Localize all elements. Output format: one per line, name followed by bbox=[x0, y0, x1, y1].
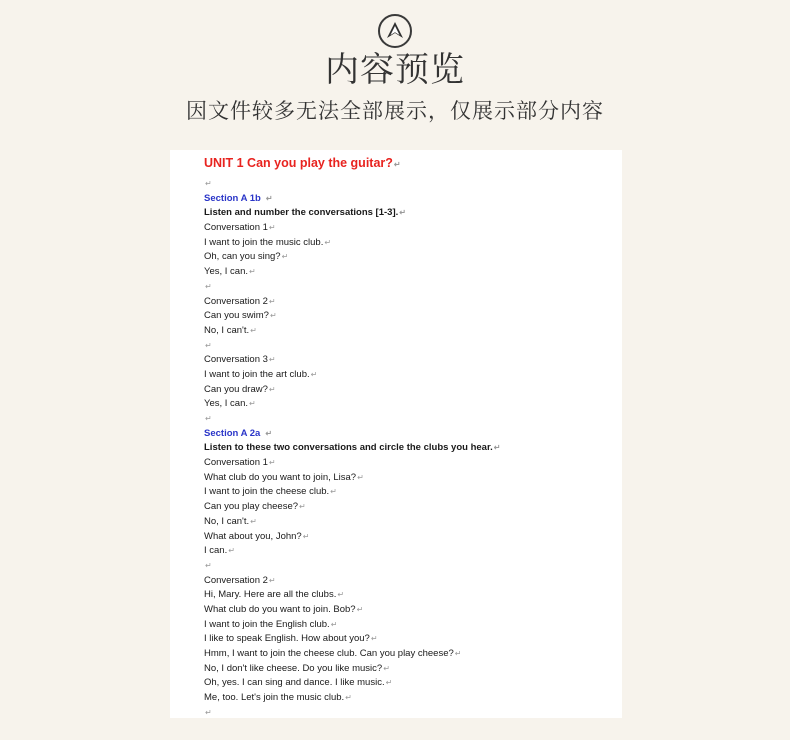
return-mark-icon: ↵ bbox=[268, 355, 276, 365]
line-text: Can you swim? bbox=[204, 310, 269, 322]
line-text: No, I don't like cheese. Do you like music? bbox=[204, 662, 383, 674]
return-mark-icon: ↵ bbox=[299, 502, 306, 512]
text-line bbox=[204, 309, 614, 324]
text-line bbox=[204, 662, 614, 677]
line-text: Oh, yes. I can sing and dance. I like music. bbox=[204, 677, 385, 689]
line-text: What club do you want to join. Bob? bbox=[204, 603, 356, 615]
text-line bbox=[204, 530, 614, 545]
return-mark-icon: ↵ bbox=[399, 208, 406, 218]
line-text: Section A 2a bbox=[204, 427, 261, 439]
return-mark-icon: ↵ bbox=[205, 560, 212, 570]
text-line bbox=[204, 265, 614, 280]
text-line bbox=[204, 397, 614, 412]
return-mark-icon: ↵ bbox=[250, 516, 257, 526]
text-line bbox=[204, 500, 614, 515]
return-mark-icon: ↵ bbox=[249, 399, 256, 409]
text-line bbox=[204, 515, 614, 530]
logo-badge bbox=[378, 14, 412, 48]
text-line bbox=[204, 676, 614, 691]
blank-line bbox=[204, 339, 614, 354]
blank-line bbox=[204, 280, 614, 295]
text-line bbox=[204, 324, 614, 339]
text-line bbox=[204, 456, 614, 471]
return-mark-icon: ↵ bbox=[249, 267, 256, 277]
return-mark-icon: ↵ bbox=[268, 575, 276, 585]
return-mark-icon: ↵ bbox=[205, 707, 212, 717]
return-mark-icon: ↵ bbox=[205, 179, 212, 188]
line-text: Yes, I can. bbox=[204, 398, 249, 410]
text-line bbox=[204, 295, 614, 310]
line-text: Oh, can you sing? bbox=[204, 251, 281, 263]
text-line bbox=[204, 221, 614, 236]
section-heading bbox=[204, 192, 614, 207]
text-line bbox=[204, 485, 614, 500]
return-mark-icon: ↵ bbox=[324, 237, 332, 247]
return-mark-icon: ↵ bbox=[454, 649, 462, 658]
blank-line bbox=[204, 706, 614, 718]
return-mark-icon: ↵ bbox=[268, 458, 276, 468]
text-line bbox=[204, 574, 614, 589]
return-mark-icon: ↵ bbox=[268, 296, 276, 306]
text-line bbox=[204, 353, 614, 368]
line-text: What about you, John? bbox=[204, 530, 302, 542]
text-line bbox=[204, 632, 614, 647]
return-mark-icon: ↵ bbox=[268, 384, 276, 394]
preview-header bbox=[0, 0, 790, 150]
instruction-line bbox=[204, 441, 614, 456]
line-text: No, I can't. bbox=[204, 515, 250, 527]
line-text: I want to join the English club. bbox=[204, 618, 330, 630]
blank-line bbox=[204, 559, 614, 574]
return-mark-icon: ↵ bbox=[205, 414, 212, 423]
text-line bbox=[204, 603, 614, 618]
section-heading bbox=[204, 427, 614, 442]
return-mark-icon: ↵ bbox=[357, 472, 364, 482]
return-mark-icon: ↵ bbox=[205, 340, 212, 350]
line-text: Can you play cheese? bbox=[204, 501, 299, 513]
chevron-up-icon bbox=[385, 21, 405, 41]
line-text: Listen and number the conversations [1-3]. bbox=[204, 207, 399, 219]
line-text: Conversation 1 bbox=[204, 457, 268, 469]
return-mark-icon: ↵ bbox=[337, 590, 345, 600]
line-text: Listen to these two conversations and circle the clubs you hear. bbox=[204, 442, 493, 454]
text-line bbox=[204, 236, 614, 251]
text-line bbox=[204, 618, 614, 633]
return-mark-icon: ↵ bbox=[205, 281, 212, 291]
line-text: Can you draw? bbox=[204, 383, 268, 395]
line-text: I like to speak English. How about you? bbox=[204, 633, 370, 645]
return-mark-icon: ↵ bbox=[345, 693, 352, 703]
line-text: UNIT 1 Can you play the guitar? bbox=[204, 156, 393, 170]
line-text: Me, too. Let's join the music club. bbox=[204, 692, 345, 704]
text-line bbox=[204, 588, 614, 603]
instruction-line bbox=[204, 206, 614, 221]
text-line bbox=[204, 691, 614, 706]
blank-line bbox=[204, 177, 614, 192]
return-mark-icon: ↵ bbox=[493, 443, 501, 453]
return-mark-icon: ↵ bbox=[228, 546, 235, 556]
line-text: No, I can't. bbox=[204, 324, 250, 336]
line-text: Conversation 3 bbox=[204, 354, 268, 366]
line-text: Hmm, I want to join the cheese club. Can you play cheese? bbox=[204, 648, 454, 659]
line-text: Conversation 1 bbox=[204, 222, 268, 234]
page-title: 内容预览 bbox=[325, 50, 465, 90]
line-text: Conversation 2 bbox=[204, 574, 268, 586]
text-line bbox=[204, 544, 614, 559]
text-line bbox=[204, 383, 614, 398]
text-line bbox=[204, 647, 614, 662]
text-line bbox=[204, 471, 614, 486]
page-subtitle: 因文件较多无法全部展示，仅展示部分内容 bbox=[186, 99, 604, 123]
return-mark-icon: ↵ bbox=[330, 619, 338, 629]
line-text: Conversation 2 bbox=[204, 295, 268, 307]
return-mark-icon: ↵ bbox=[330, 487, 337, 497]
blank-line bbox=[204, 412, 614, 427]
return-mark-icon: ↵ bbox=[356, 604, 364, 614]
return-mark-icon: ↵ bbox=[393, 160, 401, 169]
return-mark-icon: ↵ bbox=[265, 428, 273, 438]
line-text: I want to join the music club. bbox=[204, 236, 324, 248]
line-text: Hi, Mary. Here are all the clubs. bbox=[204, 589, 337, 601]
line-text: Section A 1b bbox=[204, 192, 261, 204]
document-heading bbox=[204, 155, 614, 177]
return-mark-icon: ↵ bbox=[310, 369, 318, 379]
return-mark-icon: ↵ bbox=[385, 678, 393, 688]
document-preview bbox=[170, 150, 622, 718]
return-mark-icon: ↵ bbox=[370, 634, 378, 644]
line-text: I want to join the cheese club. bbox=[204, 486, 330, 498]
document-lines bbox=[204, 155, 614, 718]
line-text: What club do you want to join, Lisa? bbox=[204, 471, 357, 483]
return-mark-icon: ↵ bbox=[265, 193, 273, 203]
return-mark-icon: ↵ bbox=[302, 531, 310, 541]
line-text: I can. bbox=[204, 545, 228, 557]
line-text: Yes, I can. bbox=[204, 266, 249, 278]
return-mark-icon: ↵ bbox=[269, 311, 277, 321]
text-line bbox=[204, 250, 614, 265]
return-mark-icon: ↵ bbox=[250, 325, 257, 335]
return-mark-icon: ↵ bbox=[383, 663, 390, 673]
text-line bbox=[204, 368, 614, 383]
return-mark-icon: ↵ bbox=[268, 223, 276, 233]
return-mark-icon: ↵ bbox=[281, 252, 289, 262]
line-text: I want to join the art club. bbox=[204, 368, 310, 380]
